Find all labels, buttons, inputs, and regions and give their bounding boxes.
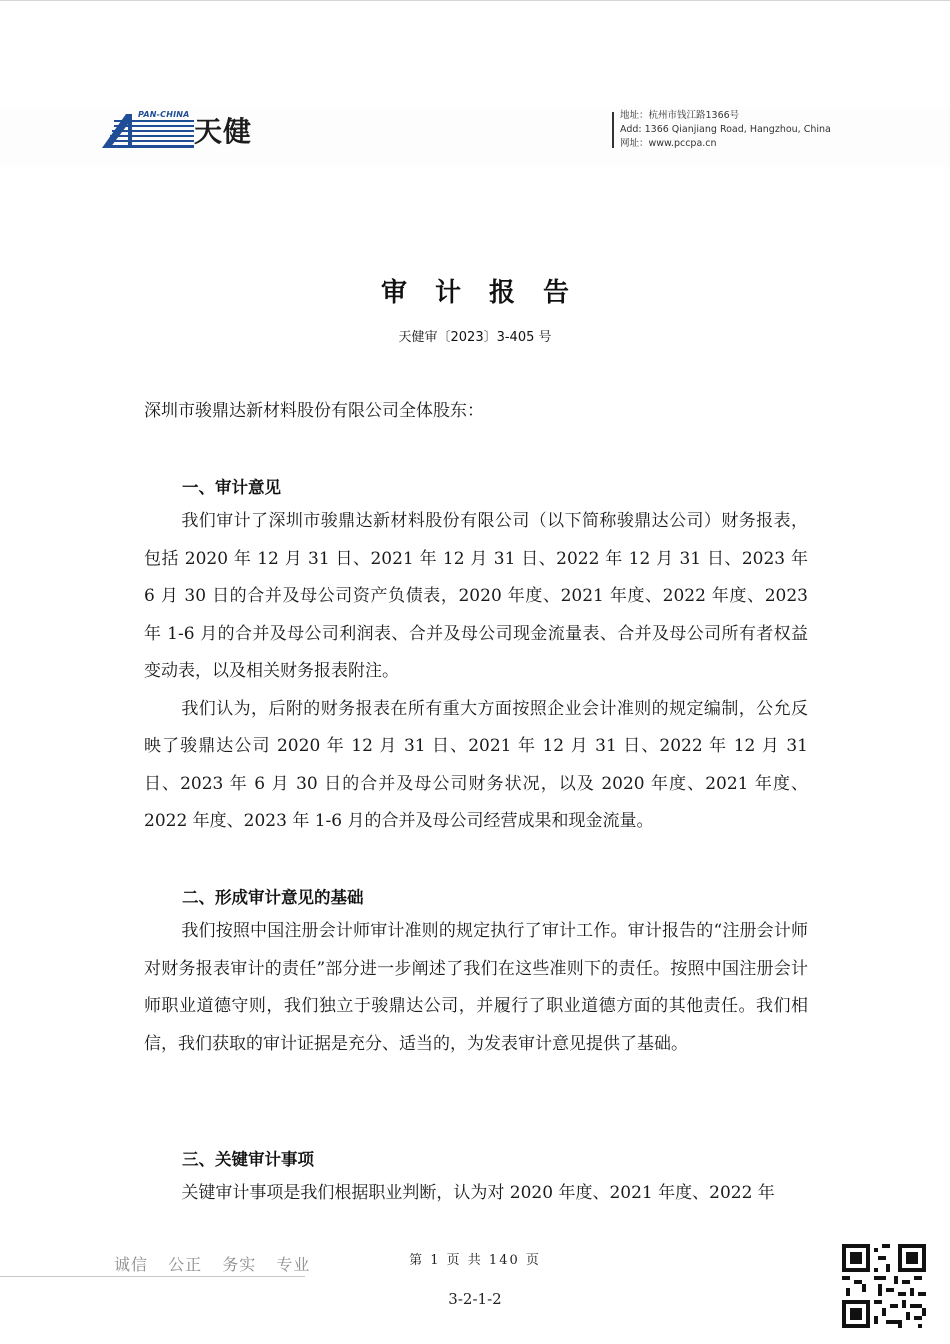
section-2-body: [144, 913, 808, 1063]
motto-item: 务实: [222, 1255, 257, 1274]
page-info: 第 1 页 共 140 页: [409, 1253, 541, 1268]
address-block: [620, 109, 831, 151]
section-heading-2: 二、形成审计意见的基础: [182, 888, 364, 907]
paragraph: 我们认为，后附的财务报表在所有重大方面按照企业会计准则的规定编制，公允反映了骏鼎达公司 2020 年 12 月 31 日、2021 年 12 月 31 日、2022 年 12 月 31 日、2023 年 6 月 30 日的合并及母公司财务状况，以及 2020 年度、2021 年度、2022 年度、2023 年 1-6 月的合并及母公司经营成果和现金流量。: [144, 698, 808, 831]
page-code: 3-2-1-2: [448, 1290, 502, 1308]
section-3-body: [144, 1175, 808, 1213]
document-title: 审计报告: [380, 278, 597, 308]
logo-chinese-text: 天健: [194, 115, 253, 148]
motto-item: 专业: [276, 1255, 311, 1274]
address-en: Add: 1366 Qianjiang Road, Hangzhou, China: [620, 124, 831, 135]
website: 网址：www.pccpa.cn: [620, 138, 717, 149]
address-divider: [612, 112, 614, 148]
footer-divider: [0, 1276, 305, 1277]
section-heading-1: 一、审计意见: [182, 478, 281, 497]
motto-item: 公正: [168, 1255, 203, 1274]
paragraph: 我们按照中国注册会计师审计准则的规定执行了审计工作。审计报告的“注册会计师对财务报表审计的责任”部分进一步阐述了我们在这些准则下的责任。按照中国注册会计师职业道德守则，我们独立于骏鼎达公司，并履行了职业道德方面的其他责任。我们相信，我们获取的审计证据是充分、适当的，为发表审计意见提供了基础。: [144, 921, 808, 1054]
motto-item: 诚信: [114, 1255, 149, 1274]
addressee: 深圳市骏鼎达新材料股份有限公司全体股东：: [144, 401, 484, 421]
paragraph: 关键审计事项是我们根据职业判断，认为对 2020 年度、2021 年度、2022 年: [181, 1183, 775, 1203]
pan-china-logo: [102, 108, 292, 154]
document-number: 天健审〔2023〕3-405 号: [398, 330, 552, 345]
qr-code-icon: [842, 1244, 926, 1328]
logo-english-text: PAN-CHINA: [138, 110, 190, 119]
top-border: [0, 0, 950, 1]
address-cn: 地址：杭州市钱江路1366号: [620, 110, 740, 121]
paragraph: 我们审计了深圳市骏鼎达新材料股份有限公司（以下简称骏鼎达公司）财务报表，包括 2020 年 12 月 31 日、2021 年 12 月 31 日、2022 年 12 月 31 日、2023 年 6 月 30 日的合并及母公司资产负债表，2020 年度、2021 年度、2022 年度、2023 年 1-6 月的合并及母公司利润表、合并及母公司现金流量表、合并及母公司所有者权益变动表，以及相关财务报表附注。: [144, 511, 808, 681]
section-heading-3: 三、关键审计事项: [182, 1150, 314, 1169]
section-1-body: [144, 503, 808, 841]
